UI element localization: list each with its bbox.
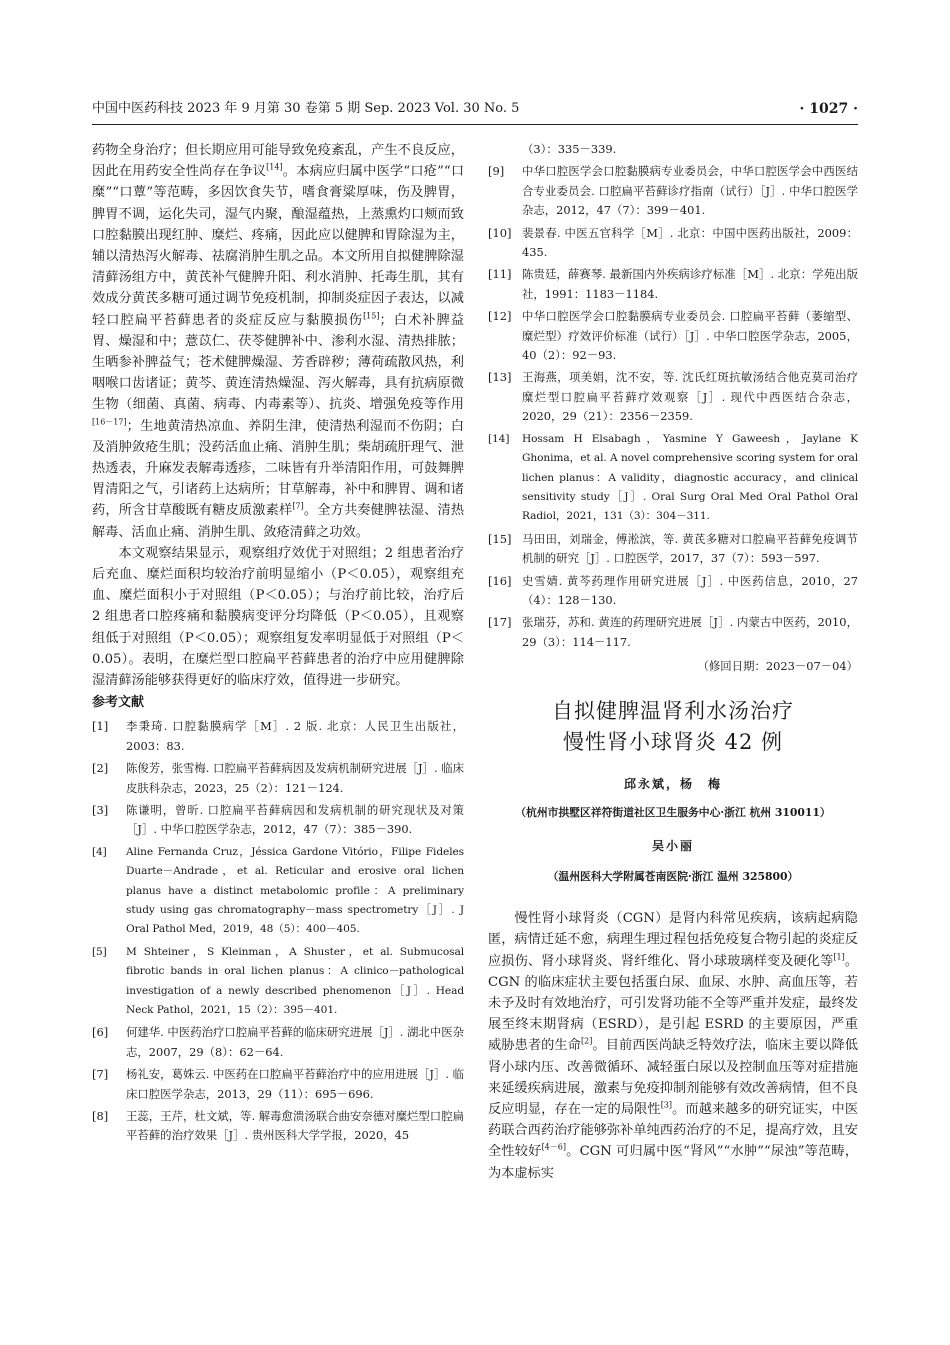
reference-number: [8] bbox=[92, 1109, 109, 1123]
running-header bbox=[92, 98, 858, 120]
reference-list-left bbox=[92, 717, 464, 1146]
text-run: 。而越来越多的研究证实，中医药联合西药治疗能够弥补单纯西药治疗的不足，提高疗效，且安全性较好 bbox=[488, 1101, 859, 1160]
author-affiliation-1: （杭州市拱墅区祥符街道社区卫生服务中心·浙江 杭州 310011） bbox=[515, 806, 831, 820]
reference-item bbox=[488, 368, 858, 426]
article-title-line-2: 慢性肾小球肾炎 42 例 bbox=[562, 730, 784, 755]
discussion-paragraph-2 bbox=[92, 543, 464, 691]
citation-superscript: [2] bbox=[580, 1036, 593, 1046]
references-heading: 参考文献 bbox=[92, 695, 145, 711]
reference-item bbox=[488, 530, 858, 569]
reference-number: [13] bbox=[488, 370, 512, 385]
text-run: 。CGN 可归属中医“肾风”“水肿”“尿浊”等范畴，为本虚标实 bbox=[488, 1144, 859, 1181]
reference-item bbox=[92, 1023, 464, 1062]
reference-number: [14] bbox=[488, 432, 510, 445]
citation-superscript: [4－6] bbox=[541, 1143, 566, 1152]
reference-number: [2] bbox=[92, 761, 109, 776]
reference-text: 史雪婧. 黄芩药理作用研究进展［J］. 中医药信息，2010，27（4）：128－130. bbox=[522, 573, 858, 607]
reference-item bbox=[488, 572, 858, 611]
reference-number: [9] bbox=[488, 164, 505, 179]
reference-text: 何建华. 中医药治疗口腔扁平苔藓的临床研究进展［J］. 湖北中医杂志，2007，29（8）：62－64. bbox=[126, 1025, 464, 1059]
reference-text: 陈谦明，曾昕. 口腔扁平苔藓病因和发病机制的研究现状及对策［J］. 中华口腔医学杂志，2012，47（7）：385－390. bbox=[126, 802, 464, 837]
reference-item bbox=[488, 613, 858, 652]
citation-superscript: [15] bbox=[363, 311, 380, 321]
reference-item bbox=[488, 307, 858, 365]
reference-text: 陈俊芳，张雪梅. 口腔扁平苔藓病因及发病机制研究进展［J］. 临床皮肤科杂志，2023，25（2）：121－124. bbox=[126, 761, 464, 795]
text-run: ；生地黄清热凉血、养阴生津，使清热利湿而不伤阴；白及消肿敛疮生肌；没药活血止痛、消肿生肌；柴胡疏肝理气、泄热透表，升麻发表解毒透疹，二味皆有升举清阳作用，可鼓舞脾胃清阳之气，引诸药上达病所；甘草解毒，补中和脾胃、调和诸药，所含甘草酸既有糖皮质激素样 bbox=[92, 418, 464, 519]
reference-text: 王蕊，王芹，杜文斌，等. 解毒愈溃汤联合曲安奈德对糜烂型口腔扁平苔藓的治疗效果［J］. 贵州医科大学学报，2020，45 bbox=[126, 1109, 464, 1143]
reference-list-right bbox=[488, 140, 858, 159]
reference-number: [17] bbox=[488, 615, 512, 630]
text-run: 。目前西医尚缺乏特效疗法，临床主要以降低肾小球内压、改善微循环、减轻蛋白尿以及控制血压等对症措施来延缓疾病进展，激素与免疫抑制剂能够有效改善病情，但不良反应明显，存在一定的局限性 bbox=[488, 1038, 858, 1117]
article-body-paragraph bbox=[488, 908, 858, 1184]
reference-item bbox=[488, 430, 858, 527]
text-run: 本文观察结果显示，观察组疗效优于对照组；2 组患者治疗后充血、糜烂面积均较治疗前明显缩小（P＜0.05），观察组充血、糜烂面积小于对照组（P＜0.05）；与治疗前比较，治疗后 2 组患者口腔疼痛和黏膜病变评分均降低（P＜0.05），且观察组低于对照组（P＜0.05）；观察组复发率明显低于对照组（P＜0.05）。表明，在糜烂型口腔扁平苔藓患者的治疗中应用健脾除湿清藓汤能够获得更好的临床疗效，值得进一步研究。 bbox=[92, 545, 464, 689]
article-authors: 邱永斌，杨 梅 bbox=[623, 777, 722, 792]
reference-text: 张瑞芬，苏和. 黄连的药理研究进展［J］. 内蒙古中医药，2010，29（3）：114－117. bbox=[522, 615, 858, 649]
reference-number: [6] bbox=[92, 1025, 109, 1040]
right-column bbox=[488, 140, 858, 1184]
reference-number: [10] bbox=[488, 225, 512, 240]
reference-item-8-continued: （3）：335－339. bbox=[522, 142, 617, 156]
reference-number: [12] bbox=[488, 309, 512, 324]
journal-citation: 中国中医药科技 2023 年 9 月第 30 卷第 5 期 Sep. 2023 Vol. 30 No. 5 bbox=[92, 101, 520, 116]
reference-item bbox=[488, 224, 858, 263]
reference-text: 陈贵廷，薛赛琴. 最新国内外疾病诊疗标准［M］. 北京：学苑出版社，1991：1183－1184. bbox=[522, 267, 858, 301]
left-column bbox=[92, 140, 464, 1149]
reference-text: M Shteiner，S Kleinman，A Shuster，et al. Submucosal fibrotic bands in oral lichen planus：A clinico－pathological investigation of a newly described phenomenon［J］. Head Neck Pathol，2021，15（2）：395－401. bbox=[126, 945, 464, 1016]
header-rule bbox=[92, 124, 858, 125]
reference-number: [7] bbox=[92, 1067, 109, 1082]
reference-text: 中华口腔医学会口腔黏膜病专业委员会. 口腔扁平苔藓（萎缩型、糜烂型）疗效评价标准（试行）［J］. 中华口腔医学杂志，2005，40（2）：92－93. bbox=[522, 309, 858, 363]
author-affiliation-2: （温州医科大学附属苍南医院·浙江 温州 325800） bbox=[547, 870, 799, 884]
citation-superscript: [3] bbox=[660, 1100, 673, 1110]
reference-text: 裴景春. 中医五官科学［M］. 北京：中国中医药出版社，2009：435. bbox=[522, 225, 858, 260]
reference-text: 杨礼安，葛姝云. 中医药在口腔扁平苔藓治疗中的应用进展［J］. 临床口腔医学杂志，2013，29（11）：695－696. bbox=[126, 1067, 464, 1101]
reference-item bbox=[92, 717, 464, 756]
reference-item bbox=[92, 843, 464, 940]
article-author-2: 吴小丽 bbox=[651, 839, 694, 854]
citation-superscript: [7] bbox=[292, 502, 304, 512]
reference-item bbox=[92, 1107, 464, 1146]
text-run: 药物全身治疗；但长期应用可能导致免疫紊乱，产生不良反应，因此在用药安全性尚存在争议 bbox=[92, 143, 464, 180]
reference-text: 中华口腔医学会口腔黏膜病专业委员会，中华口腔医学会中西医结合专业委员会. 口腔扁平苔藓诊疗指南（试行）［J］. 中华口腔医学杂志，2012，47（7）：399－401. bbox=[522, 164, 858, 218]
text-run: 。本病应归属中医学“口疮”“口糜”“口蕈”等范畴，多因饮食失节，嗜食膏粱厚味，伤及脾胃，脾胃不调，运化失司，湿气内聚，酿湿蕴热，上蒸熏灼口颊而致口腔黏膜出现红肿、糜烂、疼痛，因此应以健脾和胃除湿为主，辅以清热泻火解毒、祛腐消肿生肌之品。本文所用自拟健脾除湿清藓汤组方中，黄芪补气健脾升阳、利水消肿、托毒生肌，其有效成分黄芪多糖可通过调节免疫机制，抑制炎症因子表达，以减轻口腔扁平苔藓患者的炎症反应与黏膜损伤 bbox=[92, 164, 465, 328]
reference-list-right-items bbox=[488, 162, 858, 652]
reference-number: [3] bbox=[92, 802, 109, 817]
reference-number: [16] bbox=[488, 573, 512, 588]
reference-item bbox=[92, 759, 464, 798]
reference-text: 王海燕，项美娟，沈不安，等. 沈氏红斑抗敏汤结合他克莫司治疗糜烂型口腔扁平苔藓疗效观察［J］. 现代中西医结合杂志，2020，29（21）：2356－2359. bbox=[522, 370, 858, 424]
article-title bbox=[488, 696, 858, 758]
reference-item bbox=[92, 1065, 464, 1104]
discussion-paragraph-1 bbox=[92, 140, 464, 543]
citation-superscript: [14] bbox=[266, 162, 283, 172]
article-title-line-1: 自拟健脾温肾利水汤治疗 bbox=[552, 699, 794, 724]
reference-item bbox=[488, 162, 858, 220]
reference-item bbox=[488, 265, 858, 304]
reference-text: 马田田，刘瑞金，傅淞滨，等. 黄芪多糖对口腔扁平苔藓免疫调节机制的研究［J］. 口腔医学，2017，37（7）：593－597. bbox=[522, 531, 858, 566]
reference-text: 李秉琦. 口腔黏膜病学［M］. 2 版. 北京：人民卫生出版社，2003：83. bbox=[126, 719, 464, 753]
reference-number: [11] bbox=[488, 267, 512, 282]
reference-number: [1] bbox=[92, 719, 109, 734]
reference-number: [15] bbox=[488, 531, 512, 546]
text-run: ；白术补脾益胃、燥湿和中；薏苡仁、茯苓健脾补中、渗利水湿、清热排脓；生晒参补脾益气；苍术健脾燥湿、芳香辟秽；薄荷疏散风热，利咽喉口齿诸证；黄芩、黄连清热燥湿、泻火解毒，具有抗病原微生物（细菌、真菌、病毒、内毒素等）、抗炎、增强免疫等作用 bbox=[92, 312, 465, 413]
text-run: 。全方共奏健脾祛湿、清热解毒、活血止痛、消肿生肌、敛疮清藓之功效。 bbox=[92, 503, 465, 540]
reference-number: [4] bbox=[92, 845, 107, 858]
citation-superscript: [1] bbox=[833, 952, 845, 962]
citation-superscript: [16－17] bbox=[92, 417, 127, 427]
text-run: 慢性肾小球肾炎（CGN）是肾内科常见疾病，该病起病隐匿，病情迁延不愈，病理生理过程包括免疫复合物引起的炎症反应损伤、肾小球肾炎、肾纤维化、肾小球玻璃样变及硬化等 bbox=[488, 911, 858, 969]
page-number: · 1027 · bbox=[799, 101, 858, 117]
reference-number: [5] bbox=[92, 945, 107, 958]
reference-text: Hossam H Elsabagh，Yasmine Y Gaweesh，Jaylane K Ghonima，et al. A novel comprehensive scoring system for oral lichen planus：A validity，diagnostic accuracy，and clinical sensitivity study［J］. Oral Surg Oral Med Oral Pathol Oral Radiol，2021，131（3）：304－311. bbox=[522, 432, 858, 523]
reference-item bbox=[92, 801, 464, 840]
text-run: 。CGN 的临床症状主要包括蛋白尿、血尿、水肿、高血压等，若未予及时有效地治疗，可引发肾功能不全等严重并发症，最终发展至终末期肾病（ESRD），是引起 ESRD 的主要原因，严重威胁患者的生命 bbox=[488, 953, 859, 1054]
reference-text: Aline Fernanda Cruz，Jéssica Gardone Vitório，Filipe Fideles Duarte－Andrade，et al. Reticular and erosive oral lichen planus have a distinct metabolomic profile：A preliminary study using gas chromatography－mass spectrometry［J］. J Oral Pathol Med，2019，48（5）：400－405. bbox=[126, 845, 464, 936]
revised-date: （修回日期：2023－07－04） bbox=[697, 659, 858, 674]
reference-item bbox=[92, 943, 464, 1021]
